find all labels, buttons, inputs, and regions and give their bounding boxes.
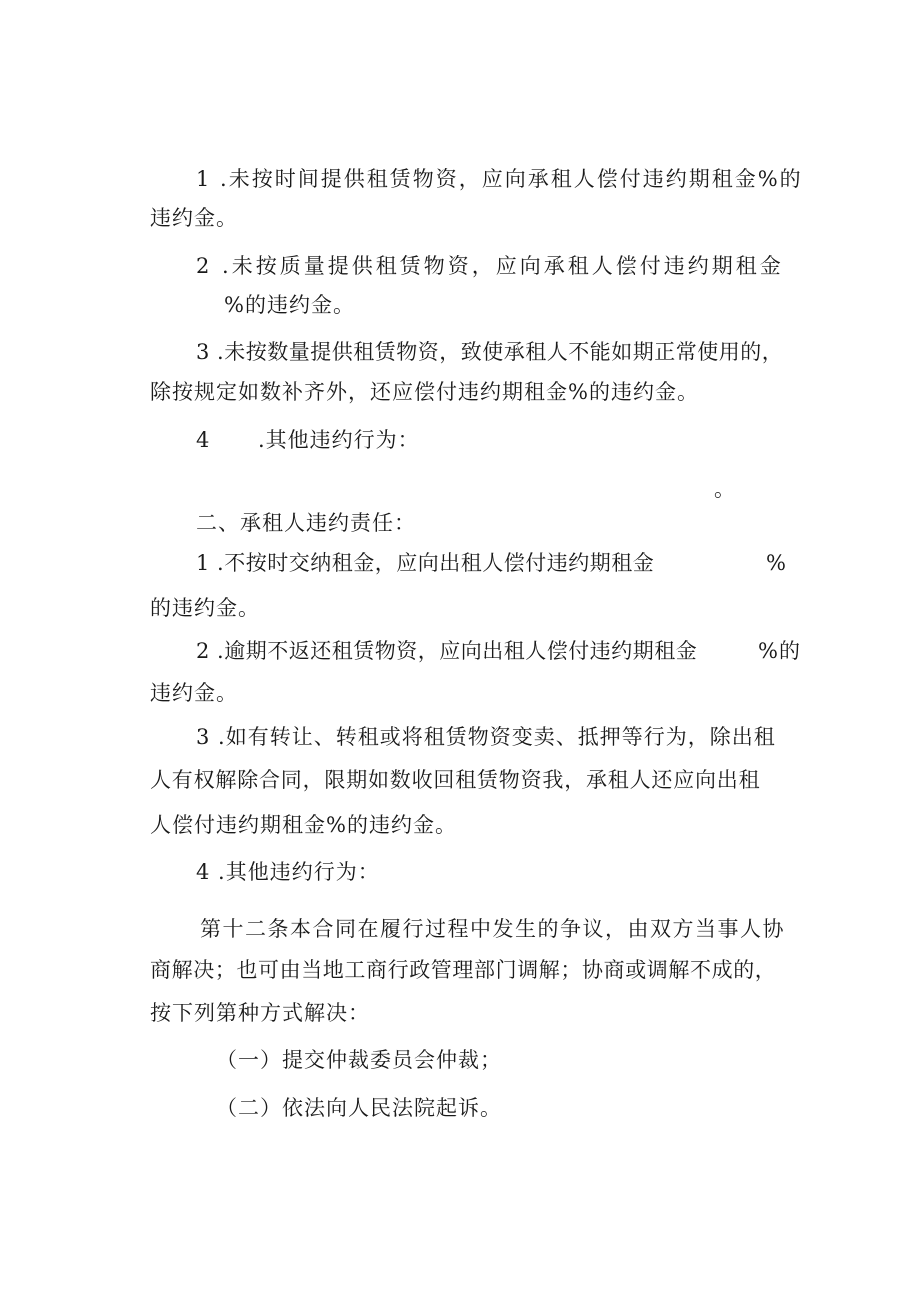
text-line: 违约金。 <box>150 206 238 230</box>
text-line: 1 .未按时间提供租赁物资，应向承租人偿付违约期租金%的 <box>196 167 803 191</box>
text-line: 按下列第种方式解决： <box>150 1001 370 1025</box>
text-line: .其他违约行为： <box>258 428 420 452</box>
list-item: （一）提交仲裁委员会仲裁； <box>216 1048 502 1072</box>
text-line: %的违约金。 <box>224 293 355 317</box>
list-item: （二）依法向人民法院起诉。 <box>216 1096 502 1120</box>
text-line: 人有权解除合同，限期如数收回租赁物资我，承租人还应向出租 <box>150 768 761 792</box>
text-line: 人偿付违约期租金%的违约金。 <box>150 813 457 837</box>
text-line: %的 <box>758 639 801 663</box>
section-heading: 二、承租人违约责任： <box>196 511 416 535</box>
text-line: 。 <box>714 477 736 501</box>
text-line: 1 .不按时交纳租金，应向出租人偿付违约期租金 <box>196 551 655 575</box>
text-line: 除按规定如数补齐外，还应偿付违约期租金%的违约金。 <box>150 380 699 404</box>
text-line: 4 .其他违约行为： <box>196 860 380 884</box>
text-line: 2 .未按质量提供租赁物资，应向承租人偿付违约期租金 <box>196 254 784 278</box>
text-line: 商解决；也可由当地工商行政管理部门调解；协商或调解不成的， <box>150 958 777 982</box>
text-line: 的违约金。 <box>150 596 260 620</box>
text-line: 2 .逾期不返还租赁物资，应向出租人偿付违约期租金 <box>196 639 698 663</box>
text-line: 第十二条本合同在履行过程中发生的争议，由双方当事人协 <box>200 917 785 941</box>
text-line: % <box>766 551 787 575</box>
item-number: 4 <box>196 428 211 452</box>
text-line: 违约金。 <box>150 681 238 705</box>
text-line: 3 .如有转让、转租或将租赁物资变卖、抵押等行为，除出租 <box>196 725 776 749</box>
text-line: 3 .未按数量提供租赁物资，致使承租人不能如期正常使用的， <box>196 340 784 364</box>
